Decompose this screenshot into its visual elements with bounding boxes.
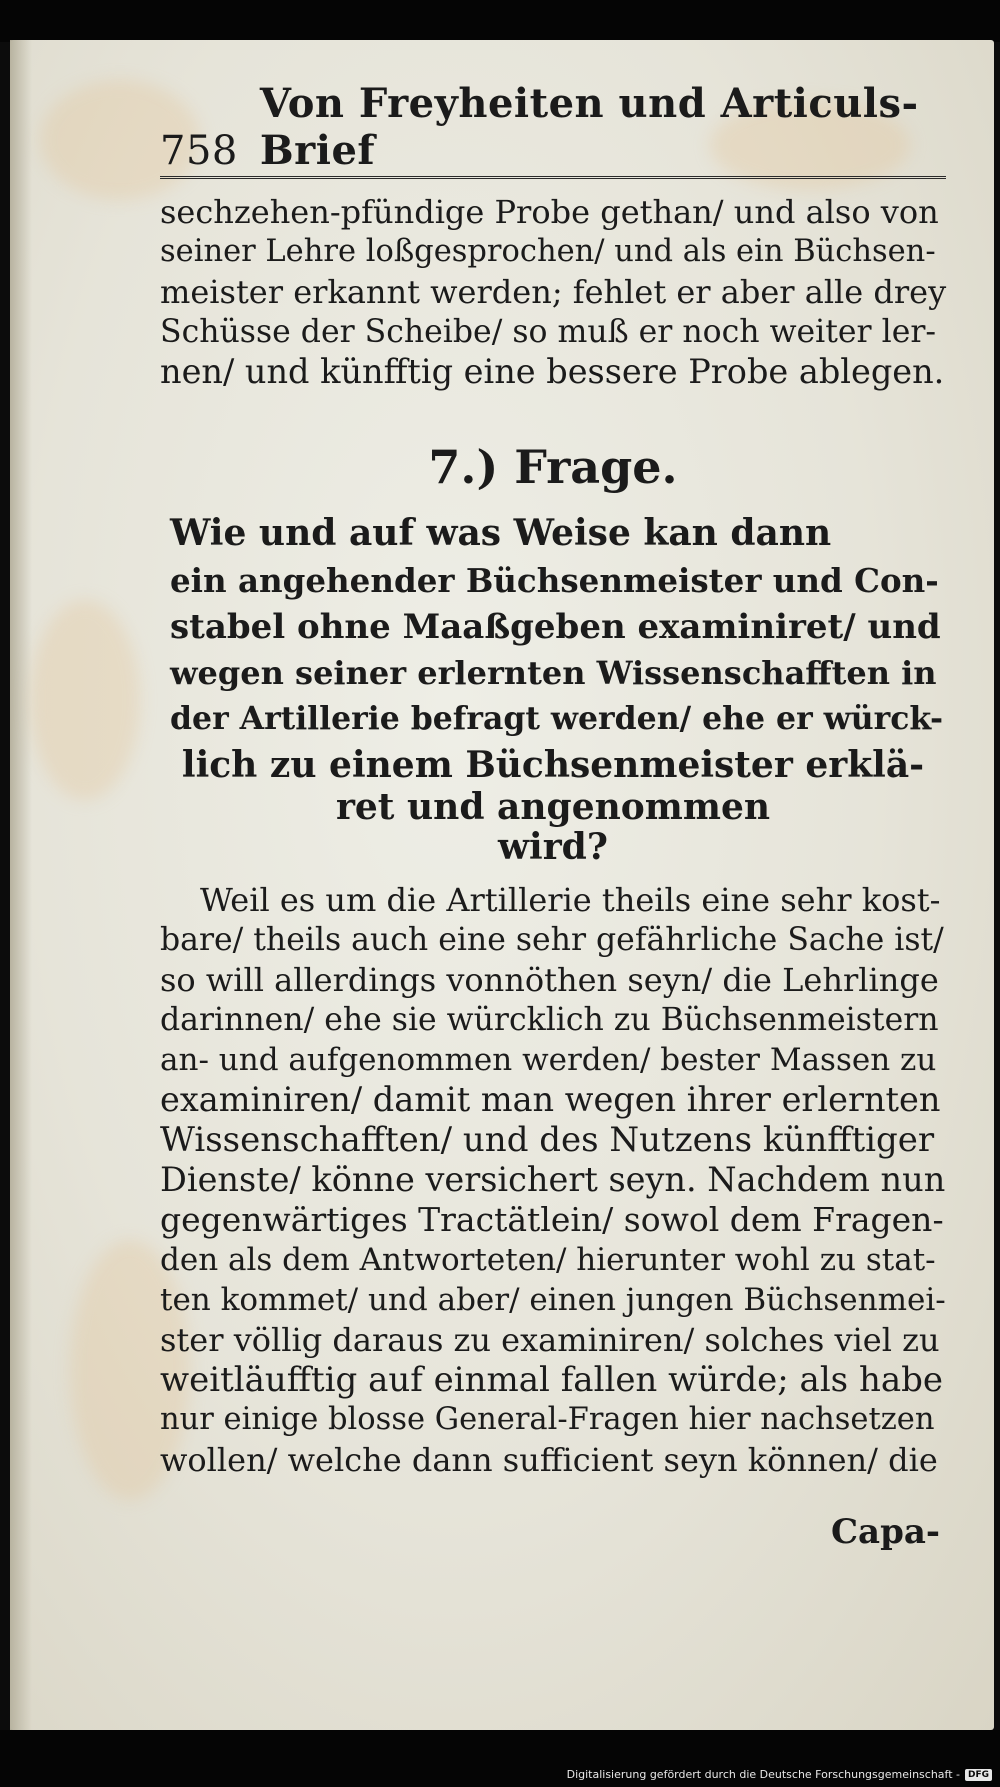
digitization-credit bbox=[567, 1768, 992, 1781]
text-line: nur einige blosse General-Fragen hier nachsetzen bbox=[160, 1402, 935, 1437]
text-line: sechzehen-pfündige Probe gethan/ und also von bbox=[160, 193, 939, 231]
text-line: nen/ und künfftig eine bessere Probe ablegen. bbox=[160, 352, 945, 391]
text-line: darinnen/ ehe sie würcklich zu Büchsenmeistern bbox=[160, 1002, 939, 1038]
running-header bbox=[160, 80, 946, 179]
text-line: Wissenschafften/ und des Nutzens künfftiger bbox=[160, 1120, 935, 1160]
text-line: den als dem Antworteten/ hierunter wohl zu stat- bbox=[160, 1242, 936, 1278]
text-line: Dienste/ könne versichert seyn. Nachdem nun bbox=[160, 1160, 946, 1199]
text-line: Weil es um die Artillerie theils eine sehr kost- bbox=[200, 881, 941, 919]
question-line: Wie und auf was Weise kan dann bbox=[170, 512, 832, 554]
credit-text: Digitalisierung gefördert durch die Deutsche Forschungsgemeinschaft - bbox=[566, 1768, 960, 1781]
question-line: stabel ohne Maaßgeben examiniret/ und bbox=[170, 607, 941, 647]
text-line: gegenwärtiges Tractätlein/ sowol dem Fragen- bbox=[160, 1200, 944, 1239]
paper-stain bbox=[30, 600, 140, 800]
text-line: an- und aufgenommen werden/ bester Massen zu bbox=[160, 1042, 937, 1078]
top-scan-border bbox=[0, 0, 1000, 42]
text-line: meister erkannt werden; fehlet er aber alle drey bbox=[160, 273, 947, 311]
text-line: ten kommet/ und aber/ einen jungen Büchsenmei- bbox=[160, 1282, 946, 1318]
question-line: ein angehender Büchsenmeister und Con- bbox=[170, 561, 939, 600]
text-line: ster völlig daraus zu examiniren/ solches viel zu bbox=[160, 1321, 940, 1359]
question-line: wird? bbox=[498, 826, 608, 868]
text-line: wollen/ welche dann sufficient seyn können/ die bbox=[160, 1441, 938, 1479]
question-line: der Artillerie befragt werden/ ehe er würck- bbox=[170, 700, 944, 737]
question-line: ret und angenommen bbox=[335, 786, 771, 828]
page-number: 758 bbox=[160, 128, 238, 174]
text-line: so will allerdings vonnöthen seyn/ die Lehrlinge bbox=[160, 961, 939, 999]
question-title: 7.) Frage. bbox=[428, 440, 678, 494]
text-line: weitläufftig auf einmal fallen würde; als habe bbox=[160, 1360, 943, 1400]
dfg-logo-icon: DFG bbox=[965, 1769, 992, 1781]
running-title: Von Freyheiten und Articuls-Brief bbox=[259, 80, 919, 174]
text-line: seiner Lehre loßgesprochen/ und als ein Büchsen- bbox=[160, 234, 936, 269]
bottom-scan-border bbox=[0, 1730, 1000, 1787]
question-line: wegen seiner erlernten Wissenschafften in bbox=[170, 654, 937, 692]
text-line: bare/ theils auch eine sehr gefährliche Sache ist/ bbox=[160, 922, 944, 958]
catchword: Capa- bbox=[830, 1512, 940, 1552]
question-line: lich zu einem Büchsenmeister erklä- bbox=[181, 744, 925, 786]
text-line: examiniren/ damit man wegen ihrer erlernten bbox=[160, 1080, 941, 1119]
text-line: Schüsse der Scheibe/ so muß er noch weiter ler- bbox=[160, 314, 937, 350]
